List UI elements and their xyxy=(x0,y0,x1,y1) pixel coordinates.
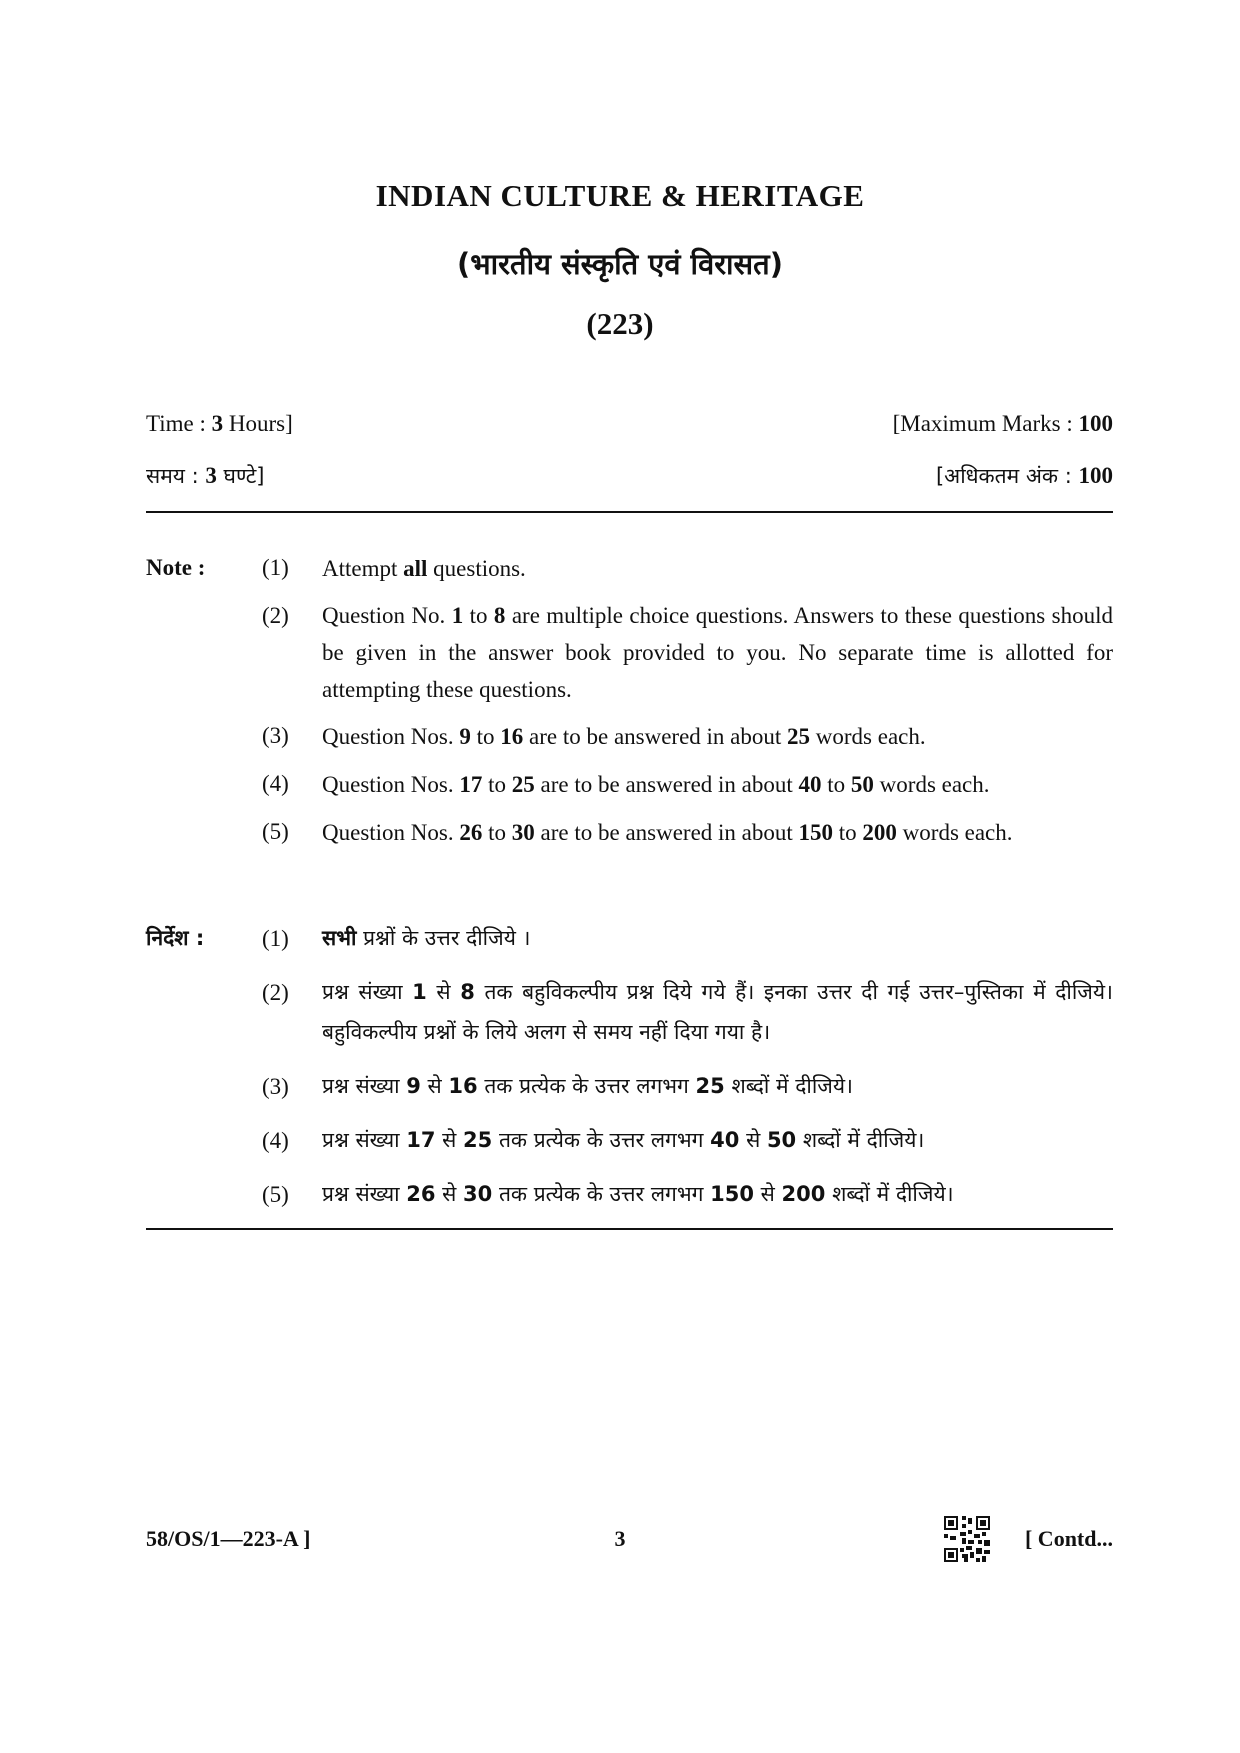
note-label: Note : xyxy=(146,555,206,580)
note-item-5: Question Nos. 26 to 30 are to be answered in about 150 to 200 words each. xyxy=(322,820,1013,845)
nirdesh-item-1: सभी प्रश्नों के उत्तर दीजिये । xyxy=(322,926,531,950)
divider-bottom xyxy=(146,1228,1113,1230)
nirdesh-number: (5) xyxy=(262,1182,289,1207)
note-number: (3) xyxy=(262,723,289,748)
nirdesh-number: (3) xyxy=(262,1074,289,1099)
max-marks-hi: [अधिकतम अंक : 100 xyxy=(935,463,1113,488)
nirdesh-item-2: प्रश्न संख्या 1 से 8 तक बहुविकल्पीय प्रश्न दिये गये हैं। इनका उत्तर दी गई उत्तर–पुस्तिका में दीजिये। बहुविकल्पीय प्रश्नों के लिये अलग से समय नहीं दिया गया है। xyxy=(322,980,1113,1044)
paper-code: 58/OS/1—223-A ] xyxy=(146,1526,311,1551)
time-en: Time : 3 Hours] xyxy=(146,411,293,436)
note-item-4: Question Nos. 17 to 25 are to be answered in about 40 to 50 words each. xyxy=(322,772,990,797)
page-number: 3 xyxy=(614,1526,626,1551)
note-number: (4) xyxy=(262,771,289,796)
nirdesh-label: निर्देश : xyxy=(146,926,205,950)
nirdesh-item-5: प्रश्न संख्या 26 से 30 तक प्रत्येक के उत्तर लगभग 150 से 200 शब्दों में दीजिये। xyxy=(322,1182,954,1206)
note-item-2: Question No. 1 to 8 are multiple choice questions. Answers to these questions should be given in the answer book provided to you. No separate time is allotted for attempting these questions. xyxy=(322,603,1114,702)
nirdesh-number: (1) xyxy=(262,926,289,951)
qr-code-icon xyxy=(944,1516,990,1562)
subject-code: (223) xyxy=(586,306,654,341)
note-number: (1) xyxy=(262,555,289,580)
nirdesh-item-3: प्रश्न संख्या 9 से 16 तक प्रत्येक के उत्तर लगभग 25 शब्दों में दीजिये। xyxy=(322,1074,853,1098)
note-number: (2) xyxy=(262,603,289,628)
nirdesh-number: (2) xyxy=(262,980,289,1005)
note-number: (5) xyxy=(262,819,289,844)
note-item-1: Attempt all questions. xyxy=(322,556,526,581)
divider-top xyxy=(146,511,1113,513)
nirdesh-item-4: प्रश्न संख्या 17 से 25 तक प्रत्येक के उत्तर लगभग 40 से 50 शब्दों में दीजिये। xyxy=(322,1128,925,1152)
max-marks-en: [Maximum Marks : 100 xyxy=(892,411,1113,436)
note-item-3: Question Nos. 9 to 16 are to be answered in about 25 words each. xyxy=(322,724,926,749)
continued-label: [ Contd... xyxy=(1024,1526,1113,1551)
document-subtitle-hindi: (भारतीय संस्कृति एवं विरासत) xyxy=(457,247,783,281)
document-title: INDIAN CULTURE & HERITAGE xyxy=(375,178,865,213)
time-hi: समय : 3 घण्टे] xyxy=(146,463,265,488)
nirdesh-number: (4) xyxy=(262,1128,289,1153)
